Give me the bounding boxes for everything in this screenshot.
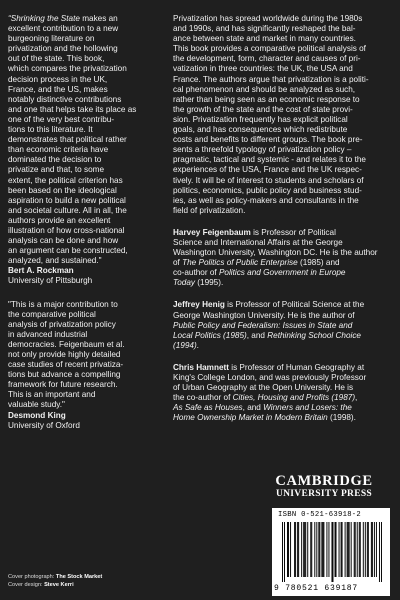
bio-line: King's College London, and was previously Professor [173,373,367,382]
bio-line: Local Politics (1985), and Rethinking School Choice [173,330,361,340]
description-line: France. The authors argue that privatization is a politi- [173,74,369,84]
description-line: rather than being seen as an economic response to [173,94,360,104]
bio-line: Science and International Affairs at the George [173,237,343,247]
description-line: ance between state and market in many countries. [173,34,356,44]
endorsement-quote-1 [8,14,156,287]
bio-line: the co-author of Cities, Housing and Profits (1987), [173,393,358,403]
description-line: vatization in three countries: the UK, the USA and [173,64,353,74]
quote-1-line: and societal culture. All in all, the [8,205,127,215]
quote-2-line: not only provide highly detailed [8,350,121,359]
quote-1-line: decision process in the UK, [8,74,108,84]
quote-2-line: framework for future research. [8,380,118,390]
quote-1-line: analyzed, and sustained." [8,256,102,266]
description-line: This book provides a comparative political analysis of [173,44,366,54]
cover-credits [8,573,102,589]
quote-2-line: valuable study." [8,400,65,410]
quote-2-line: "This is a major contribution to [8,299,118,309]
endorsements-column [8,14,156,431]
quote-1-line: extent, the political criterion has [8,175,123,185]
bio-line: Chris Hamnett is Professor of Human Geography at [173,362,365,372]
endorser-name-2: Desmond King [8,410,66,420]
endorser-name-1: Bert A. Rockman [8,266,74,276]
photo-credit-value: The Stock Market [55,574,103,580]
photo-credit [8,573,102,581]
bio-line: George Washington University. He is the author of [173,310,355,320]
quote-2-line: This is an important and [8,390,96,400]
bio-line: Harvey Feigenbaum is Professor of Political [173,227,336,237]
description-line: politics, economics, public policy and business stud- [173,185,362,195]
quote-1-line: authors provide an excellent [8,215,111,225]
barcode-icon [282,522,382,582]
quote-1-line: been based on the ideological [8,185,117,195]
quote-1-line: France, and the US, makes [8,84,108,94]
quote-1-line: analysis can be done and how [8,236,119,246]
quote-1-line: aspiration to build a new political [8,195,126,205]
description-line: Privatization has spread worldwide during the 1980s [173,14,363,23]
bio-line: As Safe as Houses, and Winners and Losers: the [173,403,352,413]
description-line: the development, form, character and causes of pri- [173,54,361,64]
publisher-subname: UNIVERSITY PRESS [275,489,373,499]
endorsement-text-1 [8,14,156,266]
design-credit [8,581,102,589]
bio-line: Today (1995). [173,278,224,288]
quote-2-line: case studies of recent privatiza- [8,360,124,370]
quote-1-line: illustration of how cross-national [8,225,125,235]
quote-2-line: analysis of privatization policy [8,319,116,329]
quote-1-line: notably distinctive contributions [8,94,122,104]
quote-1-line: privatization and the hollowing [8,44,118,54]
description-line: and 1990s, and has significantly reshaped the bal- [173,24,356,34]
description-line: pragmatic, tactical and systemic - and relates it to the [173,155,366,165]
description-line: ies, as well as policy-makers and consultants in the [173,195,359,205]
quote-1-line: than economic criteria have [8,145,109,155]
description-line: goals, and has consequences which redistribute [173,125,348,135]
quote-1-line: privatize and that, to some [8,165,105,175]
quote-1-line: “Shrinking the State makes an [8,14,118,23]
description-line: tively. It will be of interest to students and scholars of [173,175,364,185]
author-bio [173,300,393,350]
bio-line: Home Ownership Market in Modern Britain (1998). [173,413,356,423]
publisher-name: CAMBRIDGE [275,473,373,489]
quote-2-line: democracies. Feigenbaum et al. [8,339,125,349]
quote-1-line: tions to this literature. It [8,125,93,135]
description-column [173,14,393,423]
quote-2-line: in advanced industrial [8,329,88,339]
book-description [173,14,393,216]
barcode-panel [272,508,390,596]
description-line: experiences of the USA, France and the UK respec- [173,165,362,175]
author-bio [173,228,393,289]
bio-line: Jeffrey Henig is Professor of Political Science at the [173,300,365,310]
bio-line: of Urban Geography at the Open University. He is [173,383,354,393]
quote-1-line: burgeoning literature on [8,34,95,44]
endorser-affiliation-1: University of Pittsburgh [8,276,93,286]
quote-1-line: demonstrates that political rather [8,135,127,145]
design-credit-label: Cover design: [8,582,43,588]
endorser-affiliation-2: University of Oxford [8,420,80,430]
quote-1-line: excellent contribution to a new [8,24,119,34]
quote-1-line: which compares the privatization [8,64,127,74]
quote-1-line: and one that helps take its place as [8,104,137,114]
barcode-number: 9 780521 639187 [274,584,359,593]
design-credit-value: Steve Kerri [44,582,74,588]
author-bio [173,363,393,424]
description-line: costs and benefits to different groups. The book pre- [173,135,363,145]
description-line: sion. Privatization frequently has explicit political [173,114,348,124]
quote-1-line: dominated the decision to [8,155,102,165]
endorsement-text-2 [8,300,156,411]
quote-1-line: out of the state. This book, [8,54,105,64]
description-line: sents a threefold typology of privatization policy – [173,145,352,155]
description-line: the growth of the state and the cost of state provi- [173,104,353,114]
quote-1-line: an argument can be constructed, [8,246,128,256]
description-line: cal phenomenon and should be analyzed as such, [173,84,356,94]
bio-line: Washington University, Washington DC. He is the author [173,248,378,258]
photo-credit-label: Cover photograph: [8,574,55,580]
description-line: field of privatization. [173,205,246,215]
endorsement-quote-2 [8,300,156,431]
publisher-logo [258,474,390,500]
author-bios [173,228,393,424]
bio-line: Public Policy and Federalism: Issues in State and [173,320,353,330]
bio-line: (1994). [173,340,199,350]
quote-1-line: one of the very best contribu- [8,114,115,124]
quote-2-line: the comparative political [8,309,96,319]
quote-2-line: tions but advance a compelling [8,370,121,380]
isbn-label: ISBN 0-521-63918-2 [278,511,362,519]
bio-line: of The Politics of Public Enterprise (1985) and [173,258,340,268]
bio-line: co-author of Politics and Government in Europe [173,268,346,278]
